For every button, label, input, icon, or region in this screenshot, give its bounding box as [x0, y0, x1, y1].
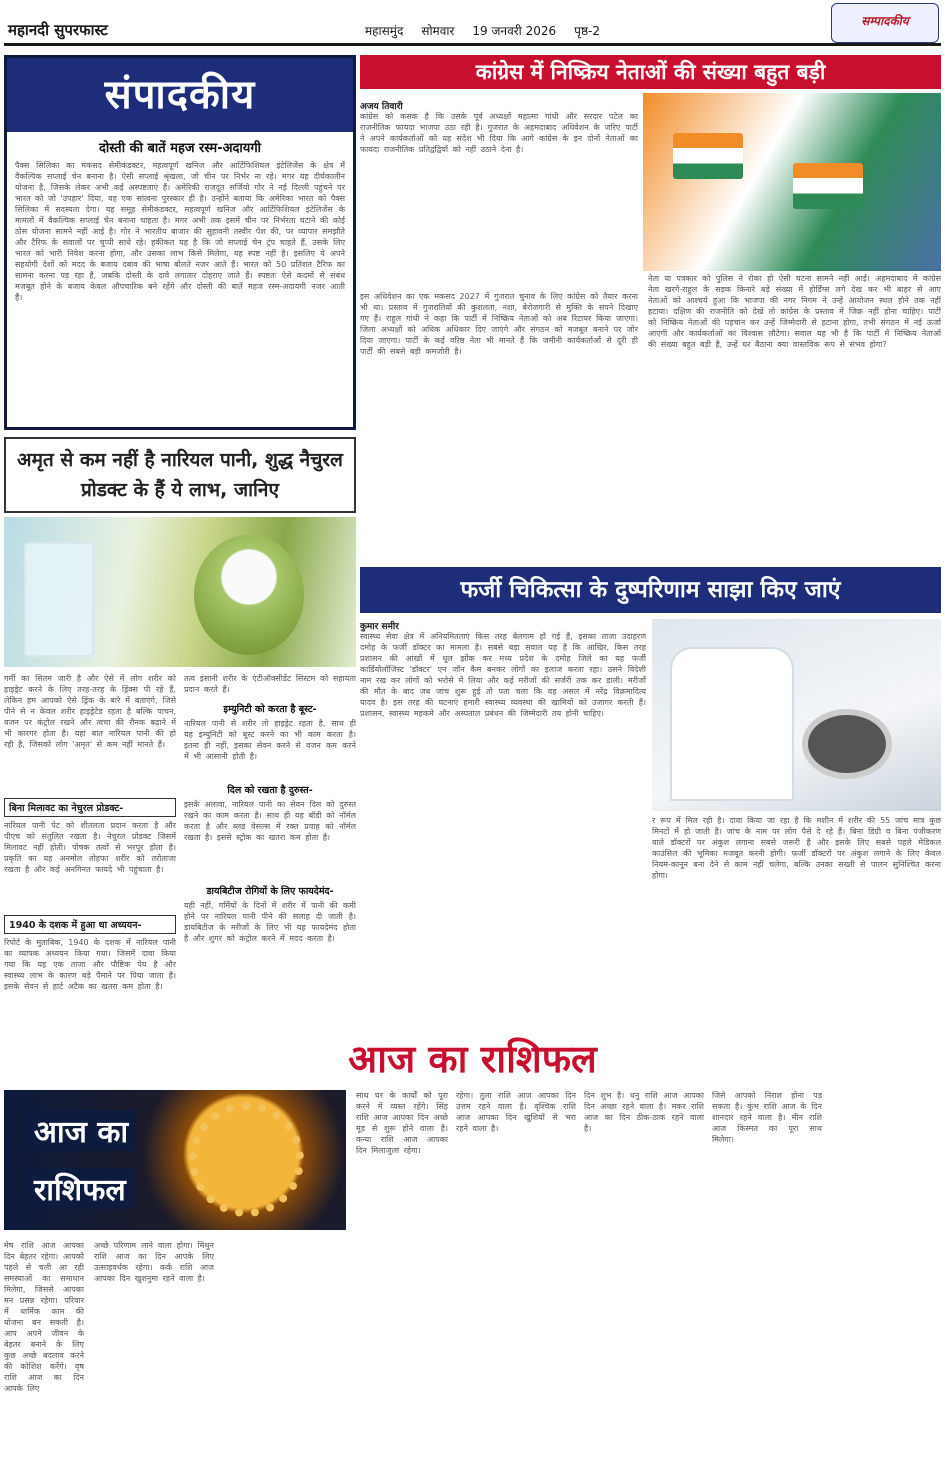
fake-doctor-article	[360, 567, 941, 1037]
header-city: महासमुंद	[365, 24, 404, 38]
coconut-title: अमृत से कम नहीं है नारियल पानी, शुद्ध नैचुरल प्रोडक्ट के हैं ये लाभ, जानिए	[4, 437, 356, 513]
coconut-col-2	[184, 673, 356, 1027]
fake-doctor-text-1: स्वास्थ्य सेवा क्षेत्र में अनियमितताएं किस तरह बेलगाम हो गई हैं, इसका ताजा उदाहरण दमोह के फर्जी डॉक्टर का मामला है। सबसे बड़ा सवाल यह है कि आखिर, किस तरह प्रशासन की आंखों में धूल झोंक कर मध्य प्रदेश के दमोह जिले का यह फर्जी कार्डियोलॉजिस्ट 'डॉक्टर' एन जॉन कैम बनकर लोगों का इलाज करता रहा। उसने विदेशी नाम रख कर लोगों को भरोसे में लिया और कई मरीजों की सर्जरी तक कर डाली। मरीजों की मौत के बाद जब जांच शुरू हुई तो पता चला कि वह असल में नरेंद्र विक्रमादित्य यादव है। इस तरह की घटनाएं हमारी स्वास्थ्य व्यवस्था की खामियों को उजागर करती हैं। प्रशासन, स्वास्थ्य महकमे और अस्पताल प्रबंधन की जिम्मेदारी तय होनी चाहिए।	[360, 632, 646, 718]
rashifal-text-1: मेष राशि आज आपका दिन बेहतर रहेगा। आपको पहले से चली आ रही समस्याओं का समाधान मिलेगा, जिससे आपका मन प्रसन्न रहेगा। परिवार में धार्मिक काम की योजना बन सकती है। आप अपने जीवन के बेहतर बनाने के लिए कुछ अच्छे बदलाव करने की कोशिश करेंगे। वृष राशि आज का दिन आपके लिए	[4, 1241, 84, 1393]
coconut-columns	[4, 673, 356, 1027]
coconut-col-1	[4, 673, 176, 1027]
editorial-section	[4, 55, 356, 430]
fake-doctor-byline: कुमार समीर	[360, 622, 399, 632]
glass-illustration	[24, 542, 94, 657]
congress-text-2: इस अधिवेशन का एक मकसद 2027 में गुजरात चुनाव के लिए कांग्रेस को तैयार करना भी था। प्रस्ताव में गुजरातियों की कुशलता, नशा, बेरोजगारी से मुक्ति के सपने दिखाए गए हैं। राहुल गांधी ने कहा कि पार्टी में निष्क्रिय नेताओं को अब रिटायर किया जाएगा। जिला अध्यक्षों को अधिक अधिकार दिए जाएंगे और संगठन को मजबूत बनाने पर जोर दिया जाएगा। पार्टी के कई वरिष्ठ नेता भी मानते हैं कि जमीनी कार्यकर्ताओं से दूरी ही पार्टी की सबसे बड़ी कमजोरी है।	[360, 292, 638, 356]
rashifal-col-6	[712, 1090, 822, 1460]
coconut-text-4: इसके अलावा, नारियल पानी का सेवन दिल को दुरुस्त रखने का काम करता है। साथ ही यह बॉडी को नॉर्मल करता है और ब्लड वेसल्स में रक्त प्रवाह को नॉर्मल रखता है। इससे स्ट्रोक का खतरा कम होता है।	[184, 800, 356, 842]
editorial-body: पैक्स सिलिका का मकसद सेमीकंडक्टर, महत्वपूर्ण खनिज और आर्टिफिशियल इंटेलिजेंस के क्षेत्र में वैकल्पिक सप्लाई चेन बनाना है। ऐसी सप्लाई श्रृंखला, जो चीन पर निर्भर ना रहे। मगर यह दीर्घकालीन योजना है, जिसके लेकर अभी कई अस्पष्टताएं हैं। अमेरिकी राजदूत सर्जियो गोर ने नई दिल्ली पहुंचने पर भारत को जो 'उपहार' दिया, वह एक सांत्वना पुरस्कार ही है। उन्होंने बताया कि अमेरिका भारत को पैक्स सिलिका में सदस्यता देगा। यह समूह सेमीकंडक्टर, महत्वपूर्ण खनिज और आर्टिफिशियल इंटेलिजेंस के मामलों में वैकल्पिक सप्लाई चेन बनाना चाहता है। मगर अभी तक इसमें चीन पर निर्भरता घटाने की कोई ठोस योजना सामने नहीं आई है। गोर ने भारतीय बाजार की सुहावनी तस्वीर पेश की, पर व्यापार समझौते और टैरिफ के सवालों पर चुप्पी साधे रहे। हकीकत यह है कि जो सप्लाई चेन ट्रंप चाहते हैं, उसके लिए भारत को भारी निवेश करना होगा, और उसका लाभ किसे मिलेगा, यह स्पष्ट नहीं है। इसलिए ये अपने सहयोगी देशों को मदद के बजाय दबाव की भाषा बोलते नजर आते हैं। भारत को 50 प्रतिशत टैरिफ का सामना करना पड़ रहा है, जबकि दोस्ती के दावे लगातार दोहराए जाते हैं। स्पष्टतः ऐसे कदमों से संबंध मजबूत होने के बजाय केवल औपचारिक बने रहेंगे और दोस्ती की बातें महज रस्म-अदायगी नजर आती हैं।	[15, 161, 345, 302]
fake-doctor-banner: फर्जी चिकित्सा के दुष्परिणाम साझा किए जाएं	[360, 567, 941, 613]
editorial-headline: दोस्ती की बातें महज रस्म-अदायगी	[98, 141, 262, 156]
coconut-illustration	[194, 535, 304, 655]
congress-byline: अजय तिवारी	[360, 102, 403, 112]
coconut-sub-2: 1940 के दशक में हुआ था अध्ययन-	[4, 915, 176, 934]
coconut-text-5: यही नहीं, गर्मियों के दिनों में शरीर में पानी की कमी होने पर नारियल पानी पीने की सलाह दी जाती है। डायबिटीज के मरीजों के लिए भी यह फायदेमंद होता है और शुगर को कंट्रोल करने में मदद करता है।	[184, 901, 356, 943]
editorial-banner: संपादकीय	[7, 58, 353, 132]
rashifal-col-2	[94, 1240, 214, 1460]
coconut-sub-3: इम्युनिटी को करता है बूस्ट-	[223, 704, 317, 715]
doctor-illustration	[672, 649, 792, 799]
rashifal-text-3: साथ घर के कार्यों को पूरा करने में व्यस्त रहेंगे। सिंह राशि आज आपका दिन अच्छे मूड से शुरू होने वाला है। कन्या राशि आज आपका दिन मिलाजुला रहेगा।	[356, 1091, 448, 1155]
coconut-sub-5: डायबिटीज रोगियों के लिए फायदेमंद-	[206, 886, 334, 897]
rashifal-logo-line-1: आज का	[26, 1110, 136, 1151]
flag-icon	[673, 133, 743, 179]
rashifal-text-6: जिसे आपको निराश होना पड़ सकता है। कुंभ राशि आज के दिन शानदार रहने वाला है। मीन राशि आज किस्मत का पूरा साथ मिलेगा।	[712, 1091, 822, 1144]
rashifal-text-4: रहेगा। तुला राशि आज आपका दिन उत्तम रहने वाला है। वृश्चिक राशि आज आपका दिन खुशियों से भरा रहने वाला है।	[456, 1091, 576, 1133]
congress-text-3: नेता या पत्रकार को पुलिस ने रोका हो ऐसी घटना सामने नहीं आई। अहमदाबाद में कांग्रेस नेता खरगे-राहुल के सड़क किनारे बड़े संख्या में होर्डिंग्स लगे देख कर भी बाहर से आए नेताओं को आश्चर्य हुआ कि भाजपा की नगर निगम ने उन्हें आयोजन स्थल होने तक नहीं हटाया। दक्षिण की राजनीति को देखें तो कांग्रेस के प्रस्ताव में जिक्र नहीं होना चाहिए। पार्टी को निष्क्रिय नेताओं की पहचान कर उन्हें जिम्मेदारी से हटाना होगा, तभी संगठन में नई ऊर्जा आएगी और कार्यकर्ताओं का विश्वास लौटेगा। सवाल यह भी है कि पार्टी में निष्क्रिय नेताओं की संख्या बहुत बड़ी है, उन्हें घर बैठाना क्या वास्तविक रूप से संभव होगा?	[648, 274, 941, 349]
congress-banner: कांग्रेस में निष्क्रिय नेताओं की संख्या बहुत बड़ी	[360, 55, 941, 89]
fake-doctor-text-2: र रूप में मिल रही है। दावा किया जा रहा है कि मशीन में शरीर की 55 जांच मात्र कुछ मिनटों में हो जाती है। जांच के नाम पर लोग पैसे दे रहे हैं। बिना डिग्री व बिना पंजीकरण वाले डॉक्टरों पर अंकुश लगाना सबसे जरूरी है और इसके लिए सबसे पहले मेडिकल काउंसिल की भूमिका मजबूत करनी होगी। फर्जी डॉक्टरों पर अंकुश लगाने के लिए केवल नियम-कानून बना देने से काम नहीं चलेगा, बल्कि उनका सख्ती से पालन सुनिश्चित करना होगा।	[652, 816, 941, 880]
header-meta	[365, 22, 600, 39]
coconut-text-2: रिपोर्ट के मुताबिक, 1940 के दशक में नारियल पानी का व्यापक अध्ययन किया गया। जिसमें दावा किया गया कि यह एक ताजा और पौष्टिक पेय है और स्वास्थ्य लाभ के कारण बड़े पैमाने पर पिया जाता है। इसके सेवन से हार्ट अटैक का खतरा कम होता है।	[4, 938, 176, 991]
rashifal-banner: आज का राशिफल	[348, 1037, 597, 1081]
rashifal-section	[4, 1032, 941, 1460]
page-header	[0, 0, 945, 48]
rashifal-text-5: दिन शुभ है। धनु राशि आज आपका दिन अच्छा रहने वाला है। मकर राशि आज का दिन ठीक-ठाक रहने वाला है।	[584, 1091, 704, 1133]
coconut-text-1: नारियल पानी पेट को शीतलता प्रदान करता है और पीएच को संतुलित रखता है। नेचुरल प्रोडक्ट जिसमें मिलावट नहीं होती। पोषक तत्वों से भरपूर होता है। प्रकृति का यह अनमोल तोहफा शरीर को तरोताजा रखता है और कई अनगिनत फायदे भी पहुंचाता है।	[4, 821, 176, 874]
congress-article	[360, 55, 941, 564]
blood-pressure-icon	[802, 709, 892, 779]
coconut-sub-1: बिना मिलावट का नेचुरल प्रोडक्ट-	[4, 798, 176, 817]
zodiac-wheel-icon	[189, 1102, 304, 1217]
header-date: 19 जनवरी 2026	[472, 24, 557, 38]
header-rule	[4, 43, 941, 46]
rashifal-col-3	[356, 1090, 448, 1460]
coconut-text-3: नारियल पानी से शरीर तो हाइड्रेट रहता है, साथ ही यह इम्युनिटी को बूस्ट करने का भी काम करता है। इतना ही नहीं, इसका सेवन करने से वजन कम करने में भी आसानी होती है।	[184, 719, 356, 761]
rashifal-col-1	[4, 1240, 84, 1460]
doctor-photo	[652, 619, 941, 811]
coconut-intro-2: तत्व इंसानी शरीर के एंटीऑक्सीडेंट सिस्टम को सहायता प्रदान करते हैं।	[184, 674, 356, 694]
coconut-article	[4, 437, 356, 1027]
header-day: सोमवार	[421, 24, 455, 38]
publication-name: महानदी सुपरफास्ट	[8, 21, 108, 39]
congress-photo	[643, 93, 941, 271]
rashifal-logo-line-2: राशिफल	[26, 1168, 134, 1209]
header-page: पृष्ठ-2	[574, 24, 600, 38]
coconut-sub-4: दिल को रखता है दुरुस्त-	[227, 785, 313, 796]
rashifal-text-2: अच्छे परिणाम लाने वाला होगा। मिथुन राशि आज का दिन आपके लिए उत्साहवर्धक रहेगा। कर्क राशि आज आपका दिन खुशनुमा रहने वाला है।	[94, 1241, 214, 1283]
flag-icon	[793, 163, 863, 209]
coconut-intro: गर्मी का सितम जारी है और ऐसे में लोग शरीर को हाइड्रेट करने के लिए तरह-तरह के ड्रिंक्स पी रहे हैं, लेकिन हम आपको ऐसे ड्रिंक के बारे में बताएंगे, जिसे पीने से न केवल शरीर हाइड्रेटेड रहता है बल्कि पाचन, वजन पर कंट्रोल रखने और त्वचा की रौनक बढ़ाने में भी कारगर होता है। यहां बात नारियल पानी की हो रही है, जिसको लोग 'अमृत' से कम नहीं मानते हैं।	[4, 674, 176, 749]
coconut-image	[4, 517, 356, 667]
rashifal-col-4	[456, 1090, 576, 1460]
rashifal-logo	[4, 1090, 346, 1230]
section-logo: सम्पादकीय	[831, 3, 939, 43]
congress-text-1: कांग्रेस को कसक है कि उसके पूर्व अध्यक्षों महात्मा गांधी और सरदार पटेल का राजनीतिक फायदा भाजपा उठा रही है। गुजरात के अहमदाबाद अधिवेशन के जरिए पार्टी ने अपने कार्यकर्ताओं को यह संदेश भी दिया कि आगे कांग्रेस के इन दोनों नेताओं का फायदा राजनीतिक प्रतिद्वंद्वियों को नहीं उठाने देना है।	[360, 112, 638, 154]
rashifal-col-5	[584, 1090, 704, 1460]
